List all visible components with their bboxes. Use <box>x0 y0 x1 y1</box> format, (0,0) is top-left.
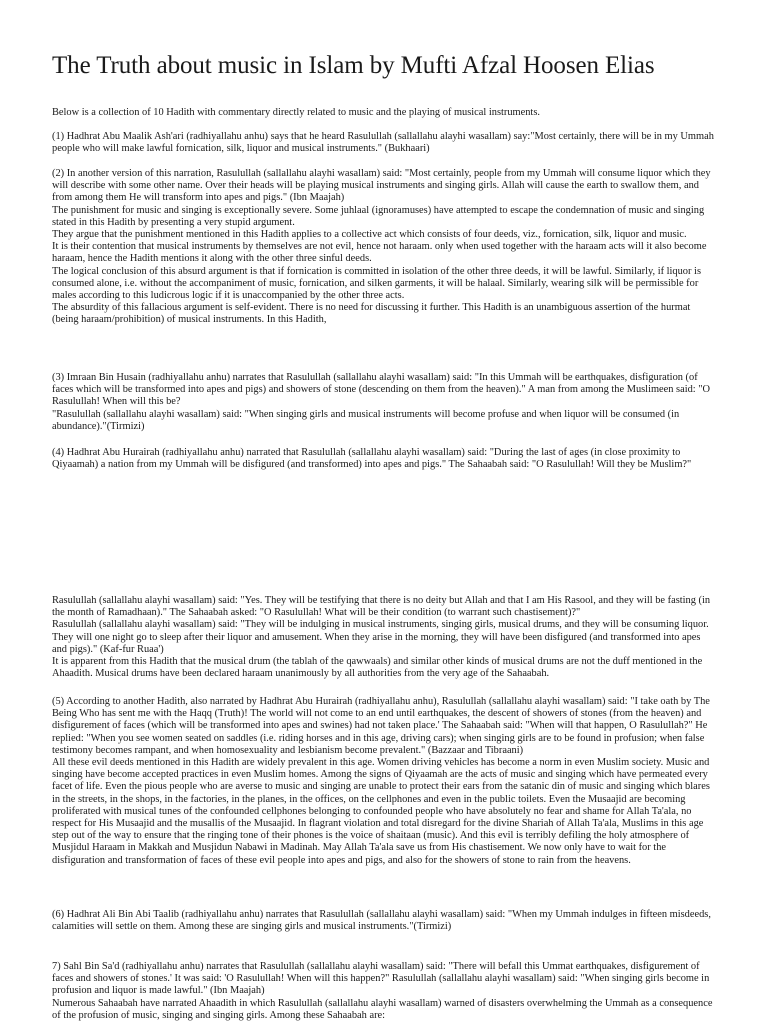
hadith-4: (4) Hadhrat Abu Hurairah (radhiyallahu anhu) narrated that Rasulullah (sallallahu alayhi wasallam) said: "During the last of ages (in close proximity to Qiyaamah) a nation from my Ummah will be disfigured (and transformed) into apes and pigs." The Sahaabah said: "O Rasulullah! Will they be Muslim?" <box>52 447 692 471</box>
hadith-3: (3) Imraan Bin Husain (radhiyallahu anhu) narrates that Rasulullah (sallallahu alayhi wasallam) said: "In this Ummah will be earthquakes, disfiguration (of faces which will be transformed into apes and pigs) and showers of stone (descending on them from the heaven)." A man from among the Muslimeen said: "O Rasulullah! When will this be? "Rasulullah (sallallahu alayhi wasallam) said: "When singing girls and musical instruments will become profuse and when liquor will be consumed (in abundance)."(Tirmizi) <box>52 372 711 432</box>
hadith-7: 7) Sahl Bin Sa'd (radhiyallahu anhu) narrates that Rasulullah (sallallahu alayhi wasallam) said: "There will befall this Ummat earthquakes, disfigurement of faces and showers of stones.' It was said: 'O Rasulullah! When will this happen?" Rasulullah (sallallahu alayhi wasallam) said: "When singing girls become in profusion and liquor is made lawful." (Ibn Maajah) Numerous Sahaabah have narrated Ahaadith in which Rasulullah (sallallahu alayhi wasallam) warned of disasters overwhelming the Ummah as a consequence of the profusion of music, singing and singing girls. Among these Sahaabah are: <box>52 961 713 1021</box>
hadith-5: (5) According to another Hadith, also narrated by Hadhrat Abu Hurairah (radhiyallahu anhu), Rasulullah (sallallahu alayhi wasallam) said: "I take oath by The Being Who has sent me with the Haqq (Truth)! The world will not come to an end until earthquakes, the descent of showers of stones (from the heaven) and disfigurement of faces (which will be transformed into apes and swines) had not taken place.' The Sahaabah said: "When will that happen, O Rasulullah?" He replied: "When you see women seated on saddles (i.e. riding horses and in this age, driving cars); when singing girls are to be found in profusion; when false testimony becomes rampant, and when homosexuality and lesbianism become prevalent." (Bazzaar and Tibraani) All these evil deeds mentioned in this Hadith are widely prevalent in this age. Women driving vehicles has become a norm in even Muslim society. Music and singing have become accepted practices in even Muslim homes. Among the signs of Qiyaamah are the acts of music and singing which have permeated every facet of life. Even the pious people who are averse to music and singing are unable to protect their ears from the satanic din of music and singing which blares in the streets, in the shops, in the factories, in the planes, in the offices, on the cellphones and even in the public toilets. Even the Musaajid are becoming proliferated with musical tunes of the confounded cellphones belonging to confounded people who have absolutely no fear and shame for Allah Ta'ala, no respect for His Musaajid and the musallis of the Musaajid. In flagrant violation and total disregard for the divine Shariah of Allah Ta'ala, Muslims in this age step out of the way to ensure that the ringing tone of their phones is the voice of shaitaan (music). And this evil is terribly defiling the holy atmosphere of Musjidul Haraam in Makkah and Musjidun Nabawi in Madinah. May Allah Ta'ala save us from His chastisement. We now only have to wait for the disfiguration and transformation of faces of these evil people into apes and pigs, and also for the showers of stone to rain from the heavens. <box>52 696 710 866</box>
page-title: The Truth about music in Islam by Mufti Afzal Hoosen Elias <box>52 52 655 79</box>
hadith-4-continued: Rasulullah (sallallahu alayhi wasallam) said: "Yes. They will be testifying that there is no deity but Allah and that I am His Rasool, and they will be fasting (in the month of Ramadhaan)." The Sahaabah asked: "O Rasulullah! What will be their condition (to warrant such chastisement)?" Rasulullah (sallallahu alayhi wasallam) said: "They will be indulging in musical instruments, singing girls, musical drums, and they will be consuming liquor. They will one night go to sleep after their liquor and amusement. When they arise in the morning, they will have been disfigured (and transformed into apes and pigs)." (Kaf-fur Ruaa') It is apparent from this Hadith that the musical drum (the tablah of the qawwaals) and similar other kinds of musical drums are not the duff mentioned in the Ahaadith. Musical drums have been declared haraam unanimously by all authorities from the very age of the Sahaabah. <box>52 595 711 680</box>
hadith-2: (2) In another version of this narration, Rasulullah (sallallahu alayhi wasallam) said: "Most certainly, people from my Ummah will consume liquor which they will describe with some other name. Over their heads will be playing musical instruments and singing girls. Allah will cause the earth to swallow them, and from among them He will transform into apes and pigs." (Ibn Maajah) The punishment for music and singing is exceptionally severe. Some juhlaal (ignoramuses) have attempted to escape the condemnation of music and singing stated in this Hadith by presenting a very stupid argument. They argue that the punishment mentioned in this Hadith applies to a collective act which consists of four deeds, viz., fornication, silk, liquor and music. It is their contention that musical instruments by themselves are not evil, hence not haraam. only when used together with the haraam acts will it also become haraam, hence the Hadith mentions it along with the other three sinful deeds. The logical conclusion of this absurd argument is that if fornication is committed in isolation of the other three deeds, it will be lawful. Similarly, if liquor is consumed alone, i.e. without the accompaniment of music, fornication, and silken garments, it will be halaal. Similarly, wearing silk will be permissible for males according to this ludicrous logic if it is unaccompanied by the other three acts. The absurdity of this fallacious argument is self-evident. There is no need for discussing it further. This Hadith is an unambiguous assertion of the hurmat (being haraam/prohibition) of musical instruments. In this Hadith, <box>52 168 711 326</box>
intro-paragraph: Below is a collection of 10 Hadith with commentary directly related to music and the playing of musical instruments. <box>52 107 540 118</box>
hadith-1: (1) Hadhrat Abu Maalik Ash'ari (radhiyallahu anhu) says that he heard Rasulullah (sallallahu alayhi wasallam) say:"Most certainly, there will be in my Ummah people who will make lawful fornication, silk, liquor and musical instruments." (Bukhaari) <box>52 131 714 155</box>
hadith-6: (6) Hadhrat Ali Bin Abi Taalib (radhiyallahu anhu) narrates that Rasulullah (sallallahu alayhi wasallam) said: "When my Ummah indulges in fifteen misdeeds, calamities will settle on them. Among these are singing girls and musical instruments."(Tirmizi) <box>52 909 711 933</box>
